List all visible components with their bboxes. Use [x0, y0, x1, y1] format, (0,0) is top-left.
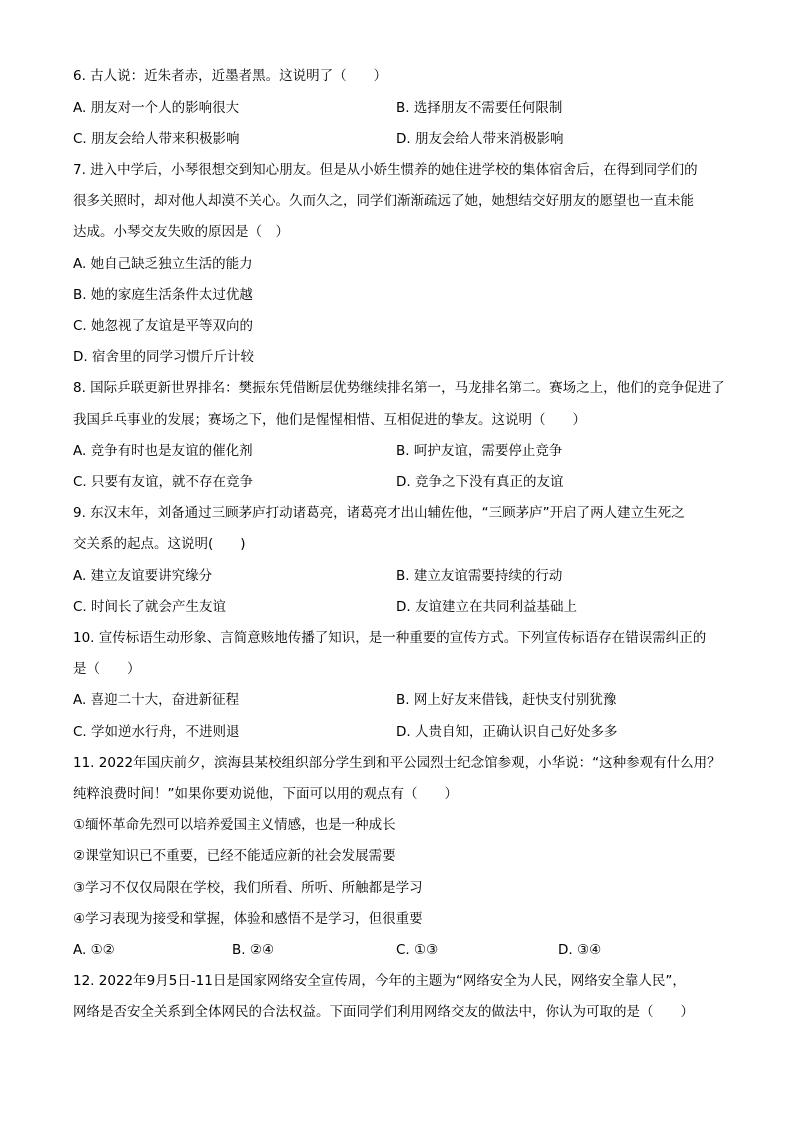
question-6-option-d: D. 朋友会给人带来消极影响: [396, 131, 564, 147]
question-10-option-d: D. 人贵自知，正确认识自己好处多多: [396, 724, 618, 740]
question-9-option-c: C. 时间长了就会产生友谊: [73, 599, 227, 615]
question-6-option-c: C. 朋友会给人带来积极影响: [73, 131, 240, 147]
question-8-option-c: C. 只要有友谊，就不存在竞争: [73, 474, 254, 490]
question-10-stem-line-1: 10. 宣传标语生动形象、言简意赅地传播了知识，是一种重要的宣传方式。下列宣传标语存在错误需纠正的: [73, 630, 707, 646]
question-7-option-b: B. 她的家庭生活条件太过优越: [73, 287, 253, 303]
question-10-option-c: C. 学如逆水行舟，不进则退: [73, 724, 240, 740]
question-10-option-b: B. 网上好友来借钱，赶快支付别犹豫: [396, 692, 617, 708]
question-8-stem-line-2: 我国乒乓事业的发展；赛场之下，他们是惺惺相惜、互相促进的挚友。这说明（ ）: [73, 412, 586, 428]
question-9-stem-line-2: 交关系的起点。这说明( ): [73, 536, 246, 552]
question-9-option-d: D. 友谊建立在共同利益基础上: [396, 599, 577, 615]
question-7-option-d: D. 宿舍里的同学习惯斤斤计较: [73, 349, 254, 365]
question-10-option-a: A. 喜迎二十大，奋进新征程: [73, 692, 240, 708]
question-9-stem-line-1: 9. 东汉末年，刘备通过三顾茅庐打动诸葛亮，诸葛亮才出山辅佐他，“三顾茅庐”开启了两人建立生死之: [73, 505, 685, 521]
question-11-statement-3: ③学习不仅仅局限在学校，我们所看、所听、所触都是学习: [73, 880, 423, 896]
question-7-stem-line-2: 很多关照时，却对他人却漠不关心。久而久之，同学们渐渐疏远了她，她想结交好朋友的愿望也一直未能: [73, 193, 694, 209]
question-11-statement-1: ①缅怀革命先烈可以培养爱国主义情感，也是一种成长: [73, 817, 396, 833]
question-7-option-a: A. 她自己缺乏独立生活的能力: [73, 256, 253, 272]
question-11-option-c: C. ①③: [396, 942, 439, 958]
question-11-option-d: D. ③④: [558, 942, 602, 958]
question-6-option-b: B. 选择朋友不需要任何限制: [396, 100, 563, 116]
question-8-stem-line-1: 8. 国际乒联更新世界排名：樊振东凭借断层优势继续排名第一，马龙排名第二。赛场之上，他们的竞争促进了: [73, 380, 725, 396]
question-11-stem-line-2: 纯粹浪费时间！”如果你要劝说他，下面可以用的观点有（ ）: [73, 786, 458, 802]
question-11-statement-4: ④学习表现为接受和掌握，体验和感悟不是学习，但很重要: [73, 911, 423, 927]
question-12-stem-line-2: 网络是否安全关系到全体网民的合法权益。下面同学们利用网络交友的做法中，你认为可取的是（ ）: [73, 1004, 694, 1020]
question-11-stem-line-1: 11. 2022年国庆前夕，滨海县某校组织部分学生到和平公园烈士纪念馆参观，小华说：“这种参观有什么用？: [73, 755, 721, 771]
question-6-option-a: A. 朋友对一个人的影响很大: [73, 100, 240, 116]
question-7-option-c: C. 她忽视了友谊是平等双向的: [73, 318, 254, 334]
question-6-stem: 6. 古人说：近朱者赤，近墨者黑。这说明了（ ）: [73, 68, 388, 84]
question-8-option-b: B. 呵护友谊，需要停止竞争: [396, 443, 563, 459]
question-11-statement-2: ②课堂知识已不重要，已经不能适应新的社会发展需要: [73, 848, 396, 864]
question-8-option-a: A. 竞争有时也是友谊的催化剂: [73, 443, 253, 459]
question-12-stem-line-1: 12. 2022年9月5日-11日是国家网络安全宣传周，今年的主题为“网络安全为人民，网络安全靠人民”，: [73, 973, 686, 989]
question-11-option-b: B. ②④: [232, 942, 275, 958]
question-9-option-b: B. 建立友谊需要持续的行动: [396, 568, 563, 584]
question-7-stem-line-1: 7. 进入中学后，小琴很想交到知心朋友。但是从小娇生惯养的她住进学校的集体宿舍后，在得到同学们的: [73, 162, 698, 178]
question-11-option-a: A. ①②: [73, 942, 115, 958]
question-10-stem-line-2: 是（ ）: [73, 661, 141, 677]
question-9-option-a: A. 建立友谊要讲究缘分: [73, 568, 213, 584]
question-8-option-d: D. 竞争之下没有真正的友谊: [396, 474, 564, 490]
question-7-stem-line-3: 达成。小琴交友失败的原因是（ ）: [73, 224, 289, 240]
